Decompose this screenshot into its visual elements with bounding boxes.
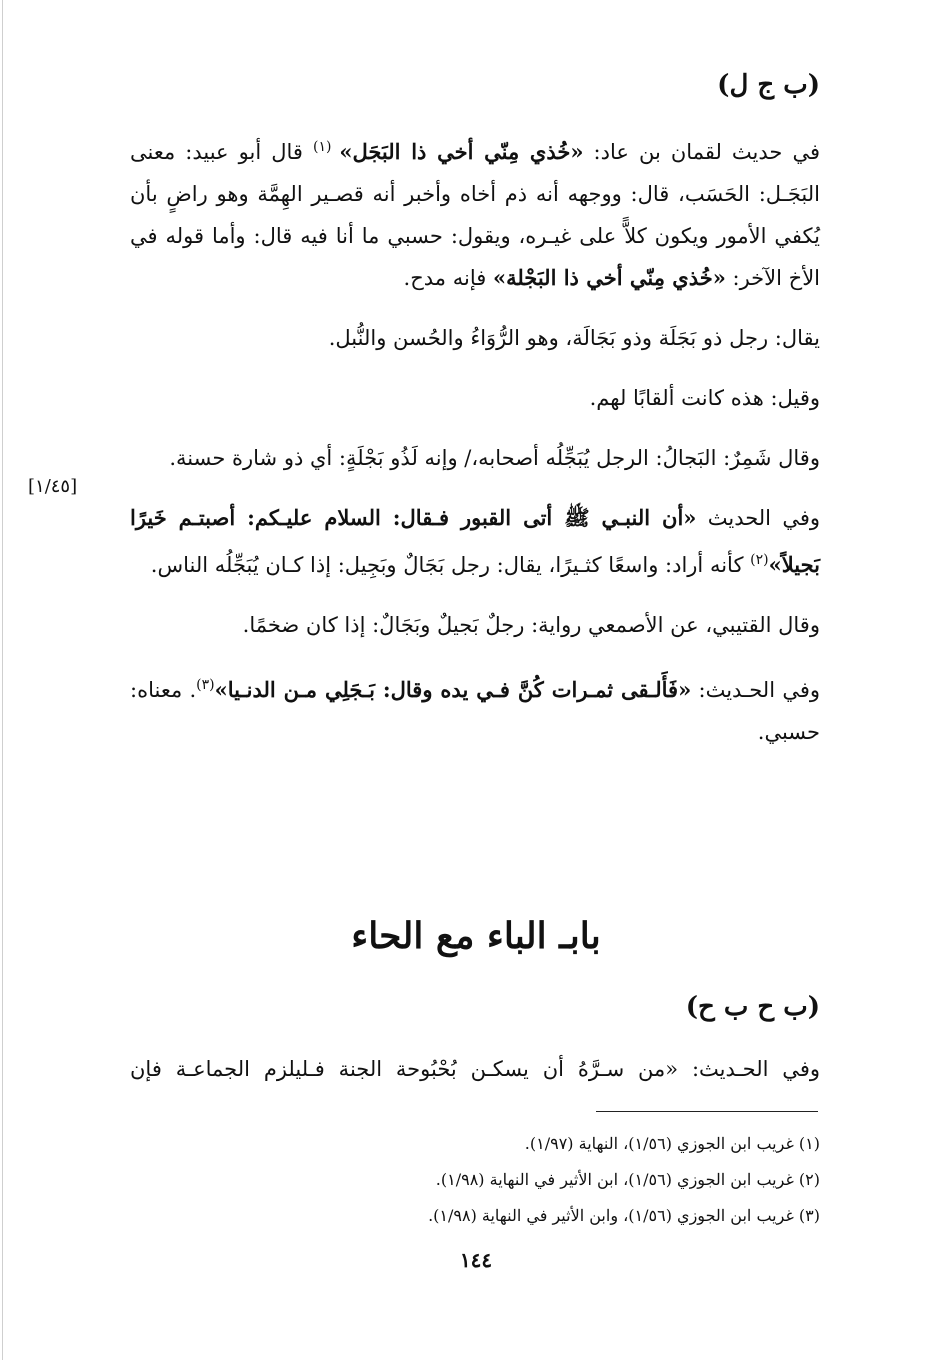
footnote-marker: (١) xyxy=(313,139,340,155)
hadith-quote: «فَأَلـقى ثمـرات كُنَّ فـي يده وقال: بَـجَلِي مـن الدنـيا» xyxy=(214,677,692,702)
paragraph xyxy=(130,604,820,646)
paragraph-text: في حديث لقمان بن عاد: xyxy=(583,140,821,164)
paragraph-text: يقال: رجل ذو بَجَلَة وذو بَجَالَة، وهو الرُّوَاءُ والحُسن والنُّبل. xyxy=(328,326,820,350)
footnote-divider xyxy=(596,1111,818,1112)
paragraph-text: وفي الحـديث: xyxy=(691,678,820,702)
sub-heading: (ب ح ب ح) xyxy=(685,992,820,1022)
paragraph xyxy=(130,126,820,299)
paragraph-text: قال أبو عبيد: معنى البَجَـل: الحَسَب، قال: ووجهه أنه ذم أخاه وأخبر أنه قصـير الهِمَّة وهو راضٍ بأن يُكفي الأمور ويكون كلاًّ على غيـره، ويقول: حسبي ما أنا فيه قال: وأما قوله في الأخ الآخر: xyxy=(130,140,820,290)
paragraph-text: وفي الحديث xyxy=(696,506,821,530)
body-text xyxy=(130,126,820,771)
footnote-marker: (٢) xyxy=(750,552,769,568)
paragraph xyxy=(130,377,820,419)
scan-edge-line xyxy=(2,0,3,1360)
footnote-3: (٣) غريب ابن الجوزي (١/٥٦)، وابن الأثير في النهاية (١/٩٨). xyxy=(428,1206,820,1225)
margin-reference: [١/٤٥] xyxy=(28,476,78,497)
paragraph-text: كأنه أراد: واسعًا كثـيرًا، يقال: رجل بَجَالٌ وبَجِيل: إذا كـان يُبَجِّلُه الناس. xyxy=(150,553,751,577)
footnotes xyxy=(130,1126,820,1234)
paragraph-text: وقال شَمِرٌ: البَجالُ: الرجل يُبَجِّلُه أصحابه،/ وإنه لَذُو بَجْلَةٍ: أي ذو شارة حسنة. xyxy=(169,446,820,470)
hadith-quote: «خُذي مِنّي أخي ذا البَجْلة» xyxy=(492,265,726,290)
footnote-2: (٢) غريب ابن الجوزي (١/٥٦)، ابن الأثير في النهاية (١/٩٨). xyxy=(435,1170,820,1189)
paragraph xyxy=(130,437,820,479)
paragraph xyxy=(130,664,820,753)
continuing-paragraph: وفي الحـديث: «من سـرَّهُ أن يسكـن بُحْبُوحة الجنة فـليلزم الجماعـة فإن xyxy=(130,1057,820,1081)
footnote-marker: (٣) xyxy=(196,677,215,693)
hadith-quote: «خُذي مِنّي أخي ذا البَجَل» xyxy=(339,139,584,164)
paragraph-text: . معناه: حسبي. xyxy=(130,678,820,744)
entry-heading: (ب ج ل) xyxy=(717,70,820,100)
paragraph-text: وقال القتيبي، عن الأصمعي رواية: رجلٌ بَجيلٌ وبَجَالٌ: إذا كان ضخمًا. xyxy=(242,613,820,637)
footnote-1: (١) غريب ابن الجوزي (١/٥٦)، النهاية (١/٩٧). xyxy=(524,1134,820,1153)
chapter-title: بابـ الباء مع الحاء xyxy=(351,915,601,957)
page-number: ١٤٤ xyxy=(459,1248,493,1272)
paragraph xyxy=(130,317,820,359)
hadith-quote: «أن النبـي ﷺ أتى القبور فـقال: السلام عليـكم: أصبتـم خَيرًا بَجيلاً» xyxy=(130,505,820,577)
paragraph-text: فإنه مدح. xyxy=(403,266,493,290)
paragraph-text: وقيل: هذه كانت ألقابًا لهم. xyxy=(589,386,820,410)
paragraph xyxy=(130,497,820,586)
